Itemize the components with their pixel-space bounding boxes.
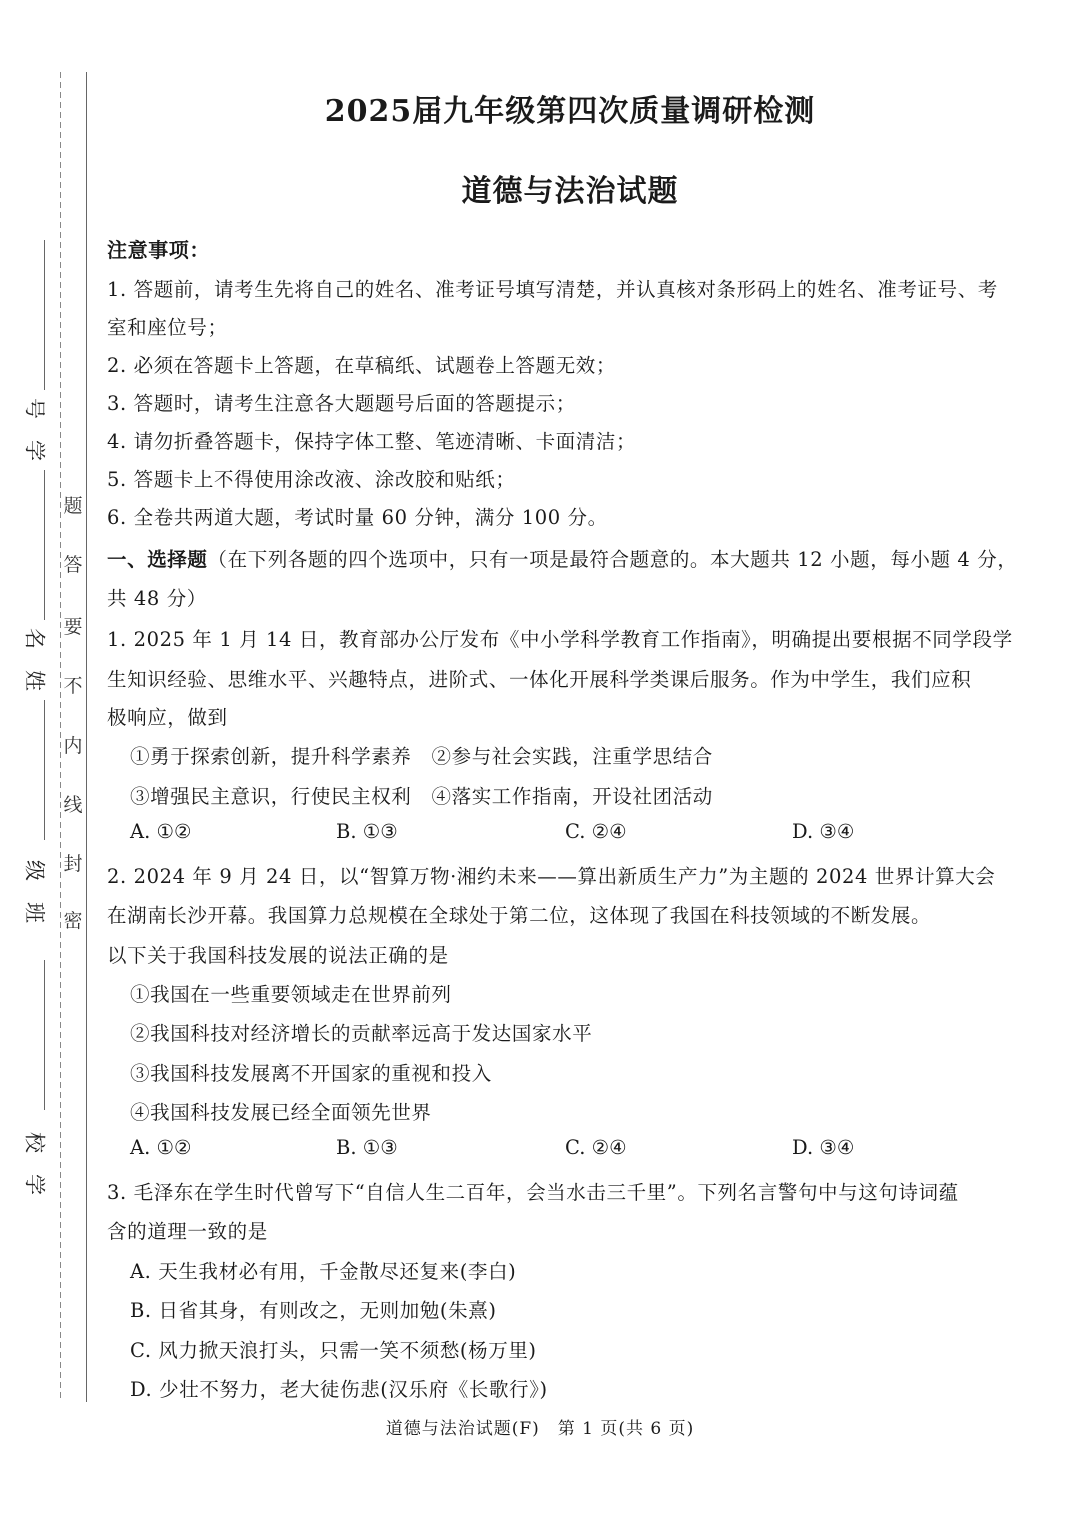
statement: ④我国科技发展已经全面领先世界	[130, 1101, 432, 1124]
id-underline	[44, 240, 45, 390]
option: D. 少壮不努力，老大徒伤悲(汉乐府《长歌行》)	[130, 1378, 548, 1401]
question-text: 以下关于我国科技发展的说法正确的是	[107, 944, 449, 967]
page-footer: 道德与法治试题(F) 第 1 页(共 6 页)	[385, 1419, 695, 1439]
choice-c: C. ②④	[565, 1136, 627, 1159]
notice-item: 5. 答题卡上不得使用涂改液、涂改胶和贴纸；	[107, 468, 516, 491]
notice-item: 室和座位号；	[107, 316, 228, 339]
name-underline	[44, 470, 45, 620]
section-heading-line	[107, 544, 1017, 572]
choice-b: B. ①③	[336, 820, 398, 843]
question-text: 含的道理一致的是	[107, 1220, 268, 1243]
question-text: 生知识经验、思维水平、兴趣特点，进阶式、一体化开展科学类课后服务。作为中学生，我们应积	[107, 668, 972, 691]
seal-char: 要	[63, 616, 83, 638]
statement: ①勇于探索创新，提升科学素养 ②参与社会实践，注重学思结合	[130, 745, 713, 768]
choice-a: A. ①②	[130, 1136, 192, 1159]
section-desc-2: 共 48 分）	[107, 587, 207, 610]
choice-b: B. ①③	[336, 1136, 398, 1159]
seal-char: 密	[63, 910, 83, 932]
choice-a: A. ①②	[130, 820, 192, 843]
notice-item: 6. 全卷共两道大题，考试时量 60 分钟，满分 100 分。	[107, 506, 608, 529]
statement: ②我国科技对经济增长的贡献率远高于发达国家水平	[130, 1022, 593, 1045]
choice-d: D. ③④	[792, 820, 855, 843]
binding-dashed-line	[60, 72, 61, 1402]
binding-line	[86, 72, 87, 1402]
question-text: 2. 2024 年 9 月 24 日，以“智算万物·湘约未来——算出新质生产力”为主题的 2024 世界计算大会	[107, 865, 996, 888]
question-text: 在湖南长沙开幕。我国算力总规模在全球处于第二位，这体现了我国在科技领域的不断发展。	[107, 904, 932, 927]
question-text: 1. 2025 年 1 月 14 日，教育部办公厅发布《中小学科学教育工作指南》，明确提出要根据不同学段学	[107, 628, 1013, 651]
class-label: 班 级	[22, 860, 47, 923]
question-text: 极响应，做到	[107, 706, 228, 729]
class-underline	[44, 700, 45, 840]
choice-c: C. ②④	[565, 820, 627, 843]
statement: ①我国在一些重要领域走在世界前列	[130, 983, 452, 1006]
question-text: 3. 毛泽东在学生时代曾写下“自信人生二百年，会当水击三千里”。下列名言警句中与这句诗词蕴	[107, 1181, 959, 1204]
seal-char: 不	[63, 675, 83, 697]
school-label: 学 校	[22, 1132, 47, 1195]
seal-char: 线	[63, 794, 83, 816]
notice-item: 4. 请勿折叠答题卡，保持字体工整、笔迹清晰、卡面清洁；	[107, 430, 637, 453]
notice-item: 2. 必须在答题卡上答题，在草稿纸、试题卷上答题无效；	[107, 354, 617, 377]
option: A. 天生我材必有用，千金散尽还复来(李白)	[130, 1260, 517, 1283]
student-id-label: 学 号	[22, 398, 47, 461]
section-title: 一、选择题	[107, 548, 208, 571]
seal-char: 答	[63, 554, 83, 576]
option: C. 风力掀天浪打头，只需一笑不须愁(杨万里)	[130, 1339, 537, 1362]
statement: ③我国科技发展离不开国家的重视和投入	[130, 1062, 492, 1085]
statement: ③增强民主意识，行使民主权利 ④落实工作指南，开设社团活动	[130, 785, 713, 808]
option: B. 日省其身，有则改之，无则加勉(朱熹)	[130, 1299, 497, 1322]
seal-char: 封	[63, 853, 83, 875]
section-desc: （在下列各题的四个选项中，只有一项是最符合题意的。本大题共 12 小题，每小题 4 分，	[207, 548, 1018, 571]
seal-char: 题	[63, 495, 83, 517]
subject-title: 道德与法治试题	[461, 174, 679, 209]
student-name-label: 姓 名	[22, 628, 47, 691]
notice-item: 3. 答题时，请考生注意各大题题号后面的答题提示；	[107, 392, 576, 415]
notice-item: 1. 答题前，请考生先将自己的姓名、准考证号填写清楚，并认真核对条形码上的姓名、准考证号、考	[107, 278, 998, 301]
choice-d: D. ③④	[792, 1136, 855, 1159]
seal-char: 内	[63, 735, 83, 757]
exam-title: 2025届九年级第四次质量调研检测	[324, 94, 816, 129]
school-underline	[44, 960, 45, 1110]
notice-heading: 注意事项：	[107, 238, 210, 262]
